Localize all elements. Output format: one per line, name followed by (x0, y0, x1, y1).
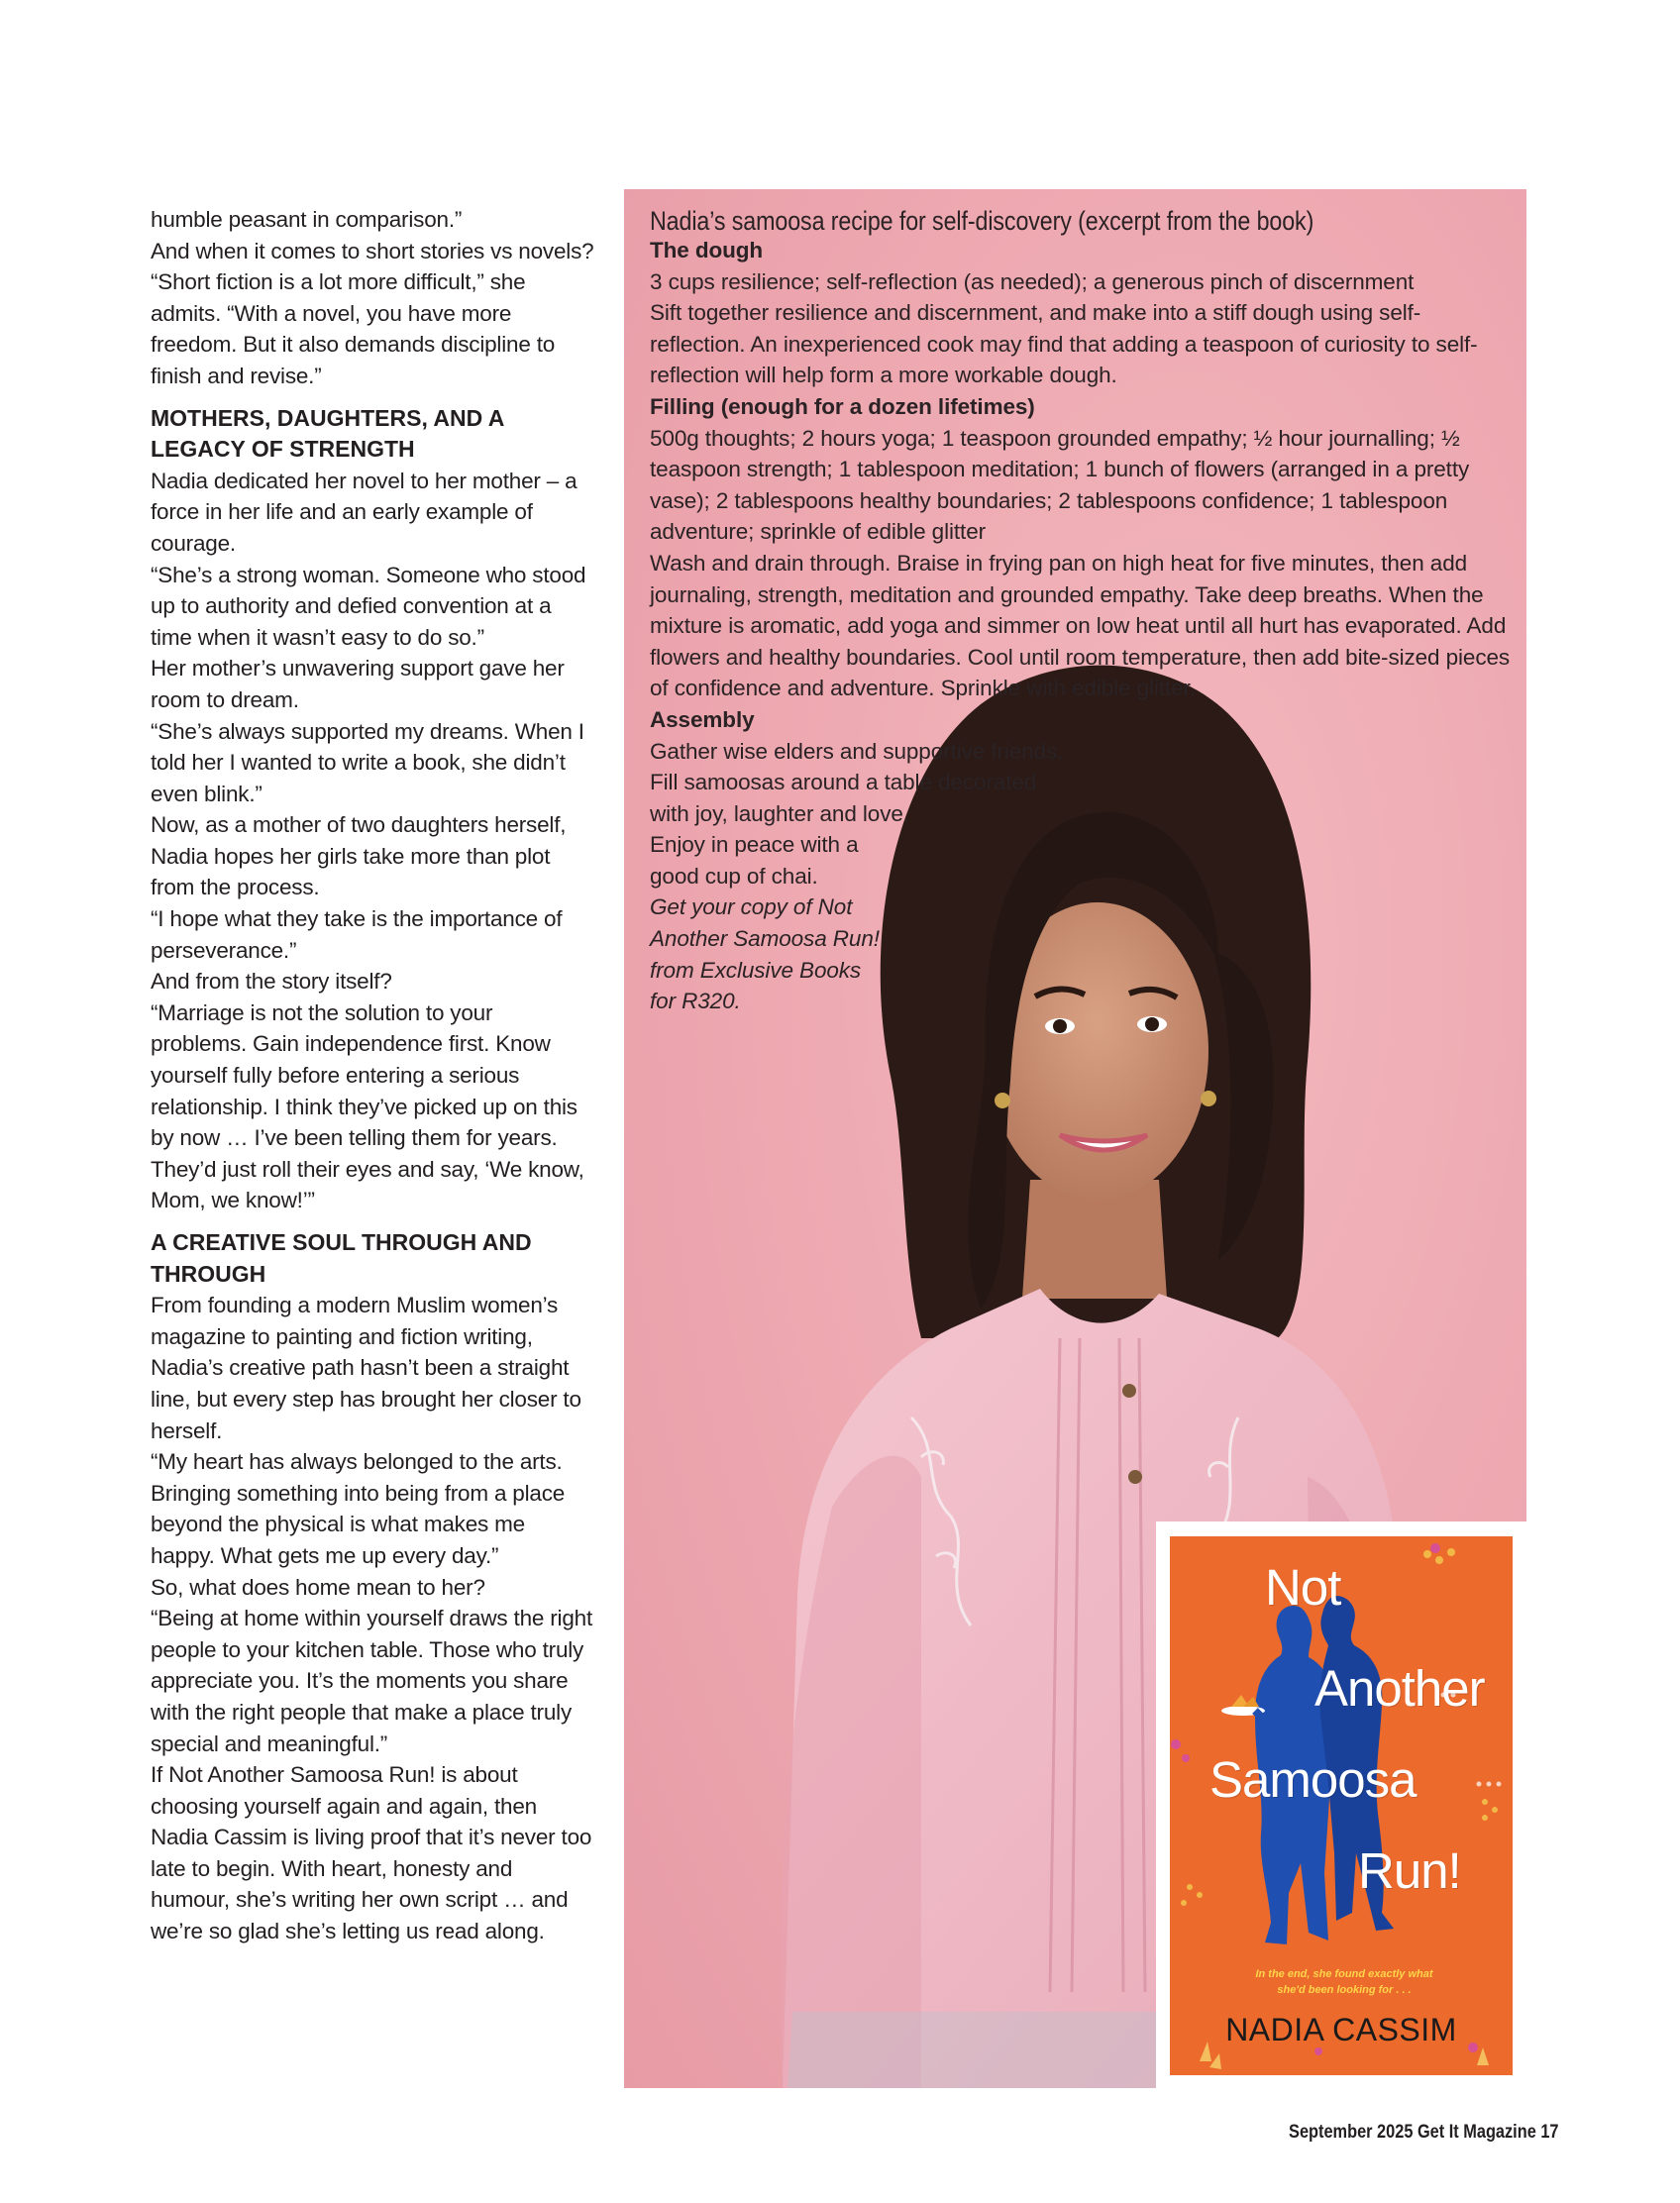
article-paragraph: humble peasant in comparison.” (151, 207, 463, 232)
article-paragraph: “I hope what they take is the importance of perseverance.” (151, 906, 563, 963)
article-paragraph: “Being at home within yourself draws the right people to your kitchen table. Those who truly appreciate you. It’s the moments you share with the right people that make a place truly special and meaningful.” (151, 1606, 593, 1756)
book-title-word: Another (1314, 1660, 1485, 1717)
article-paragraph: And when it comes to short stories vs novels? “Short fiction is a lot more difficult,” she admits. “With a novel, you have more freedom. But it also demands discipline to finish and revise.” (151, 238, 594, 388)
recipe-assembly-text: Gather wise elders and supportive friends. Fill samoosas around a table decorated with joy, laughter and love. (650, 738, 1064, 826)
book-cover (1170, 1536, 1513, 2075)
article-paragraph: “Marriage is not the solution to your problems. Gain independence first. Know yourself fully before entering a serious relationship. I think they’ve picked up on this by now … I’ve been telling them for years. They’d just roll their eyes and say, ‘We know, Mom, we know!’” (151, 999, 584, 1213)
book-author: NADIA CASSIM (1225, 2012, 1457, 2047)
recipe-assembly-heading: Assembly (650, 706, 755, 732)
article-paragraph: If Not Another Samoosa Run! is about choosing yourself again and again, then Nadia Cassim is living proof that it’s never too late to begin. With heart, honesty and humour, she’s writing her own script … and we’re so glad she’s letting us read along. (151, 1762, 592, 1944)
recipe-dough-ingredients: 3 cups resilience; self-reflection (as needed); a generous pinch of discernment (650, 268, 1415, 294)
recipe-dough-method: Sift together resilience and discernment, and make into a stiff dough using self-reflection. An inexperienced cook may find that adding a teaspoon of curiosity to self-reflection will help form a more workable dough. (650, 300, 1478, 388)
book-tagline: In the end, she found exactly what she'd been looking for . . . (1255, 1968, 1433, 1996)
article-paragraph: “She’s always supported my dreams. When I told her I wanted to write a book, she didn’t even blink.” (151, 718, 584, 806)
page-footer: September 2025 Get It Magazine 17 (1289, 2122, 1559, 2143)
book-title-word: Samoosa (1209, 1751, 1417, 1808)
recipe-dough-heading: The dough (650, 238, 764, 262)
article-paragraph: So, what does home mean to her? (151, 1574, 485, 1600)
recipe-filling-method: Wash and drain through. Braise in frying pan on high heat for five minutes, then add journaling, strength, meditation and grounded empathy. Take deep breaths. When the mixture is aromatic, add yoga and simmer on low heat until all hurt has evaporated. Add flowers and healthy boundaries. Cool until room temperature, then add bite-sized pieces of confidence and adventure. Sprinkle with edible glitter. (650, 550, 1511, 701)
section-heading-mothers: MOTHERS, DAUGHTERS, AND A LEGACY OF STRENGTH (151, 404, 504, 463)
book-purchase-credit: Get your copy of Not Another Samoosa Run! from Exclusive Books for R320. (650, 894, 880, 1014)
article-paragraph: Her mother’s unwavering support gave her room to dream. (151, 656, 565, 712)
article-left-column (151, 204, 594, 1947)
article-paragraph: And from the story itself? (151, 969, 392, 995)
article-paragraph: Nadia dedicated her novel to her mother – a force in her life and an early example of courage. (151, 468, 578, 556)
recipe-serving-text: Enjoy in peace with a good cup of chai. (650, 832, 859, 889)
book-title-word: Run! (1358, 1842, 1461, 1899)
recipe-title: Nadia’s samoosa recipe for self-discovery (excerpt from the book) (650, 206, 1314, 236)
section-heading-creative-soul: A CREATIVE SOUL THROUGH AND THROUGH (151, 1229, 532, 1287)
article-paragraph: “My heart has always belonged to the arts. Bringing something into being from a place beyond the physical is what makes me happy. What gets me up every day.” (151, 1449, 566, 1568)
article-paragraph: “She’s a strong woman. Someone who stood up to authority and defied convention at a time when it wasn’t easy to do so.” (151, 562, 586, 650)
samoosa-recipe (650, 201, 1512, 1017)
article-paragraph: From founding a modern Muslim women’s magazine to painting and fiction writing, Nadia’s creative path hasn’t been a straight line, but every step has brought her closer to herself. (151, 1293, 581, 1443)
recipe-filling-heading: Filling (enough for a dozen lifetimes) (650, 393, 1035, 419)
book-title-word: Not (1265, 1559, 1341, 1616)
recipe-filling-ingredients: 500g thoughts; 2 hours yoga; 1 teaspoon grounded empathy; ½ hour journalling; ½ teaspoon strength; 1 tablespoon meditation; 1 bunch of flowers (arranged in a pretty vase); 2 tablespoons healthy boundaries; 2 tablespoons confidence; 1 tablespoon adventure; sprinkle of edible glitter (650, 425, 1470, 545)
article-paragraph: Now, as a mother of two daughters herself, Nadia hopes her girls take more than plot from the process. (151, 812, 567, 900)
